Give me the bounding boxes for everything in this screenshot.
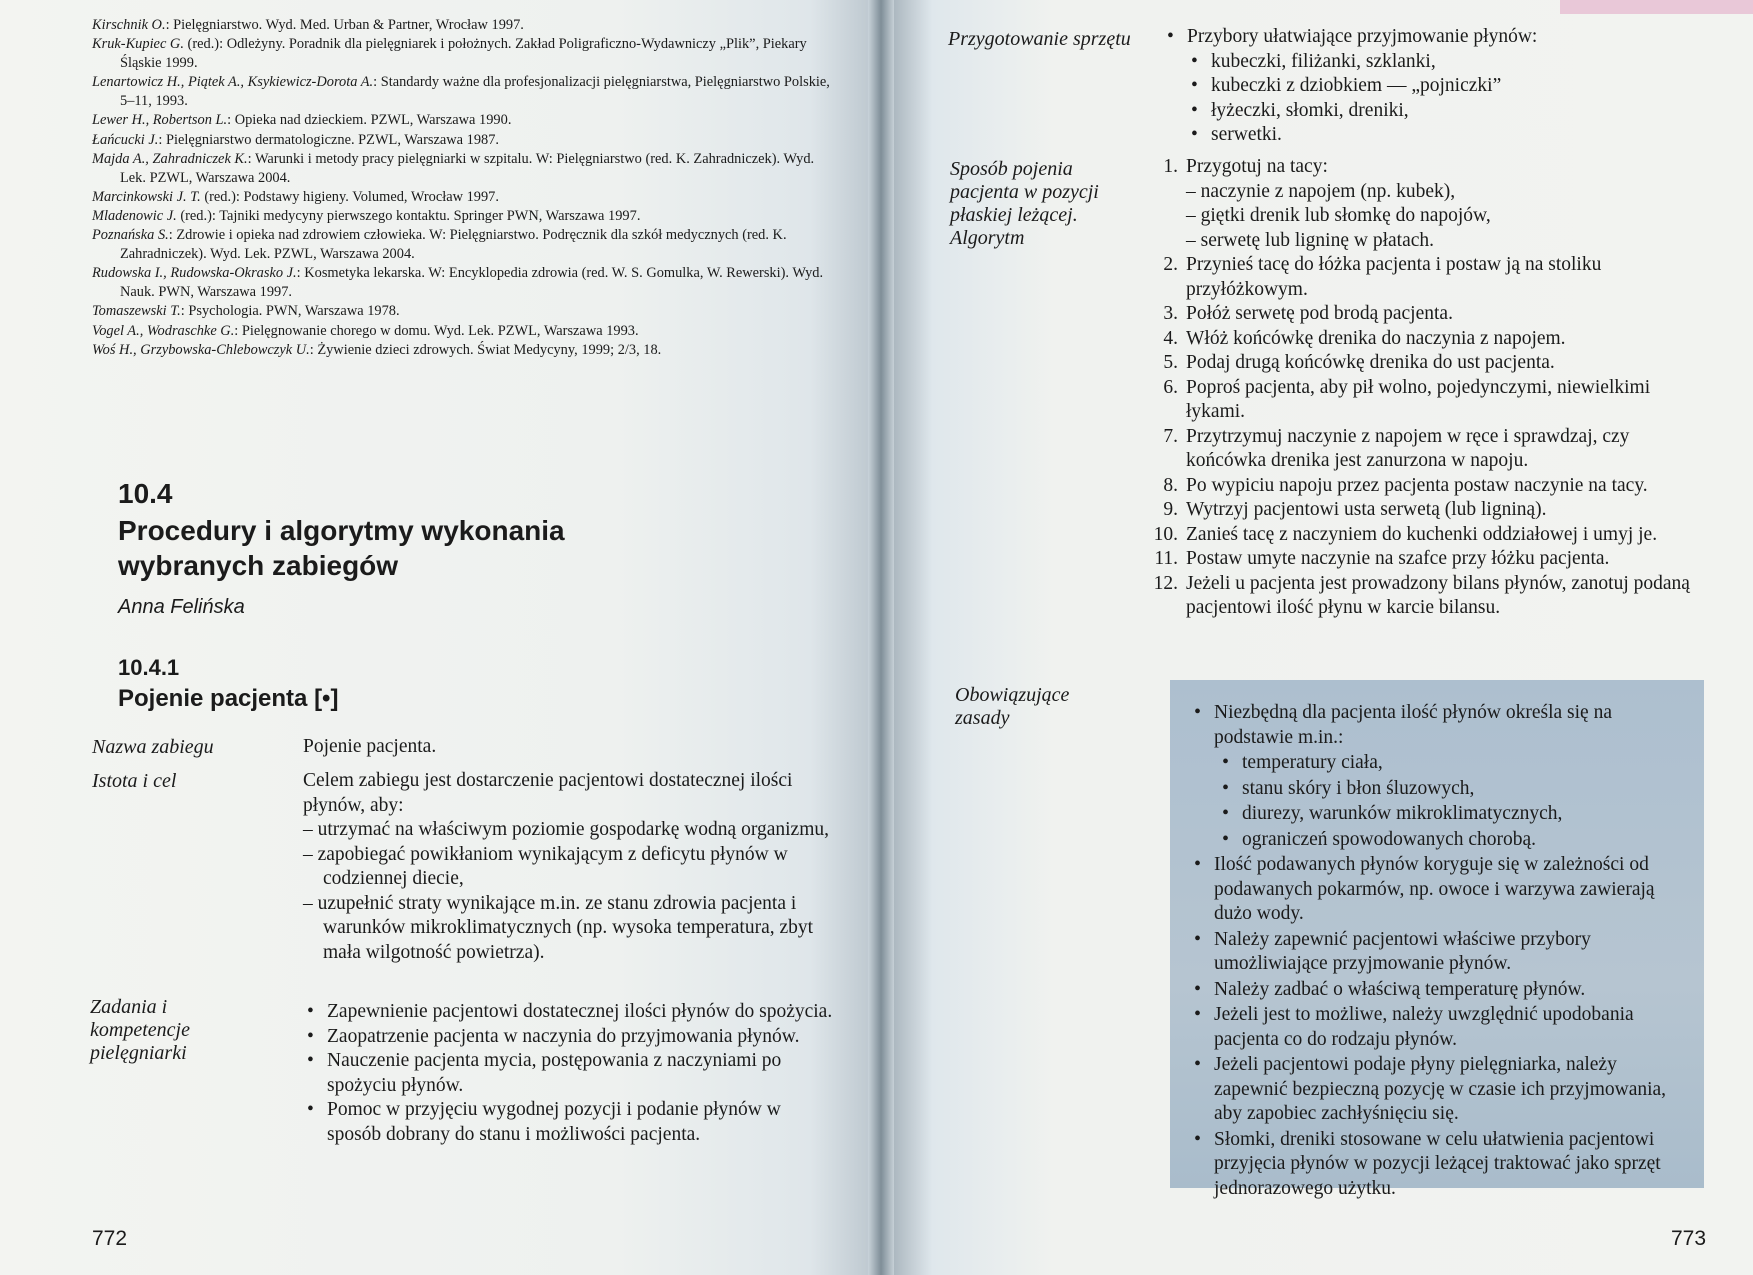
istota-intro: Celem zabiegu jest dostarczenie pacjentowi dostatecznej ilości płynów, aby:	[303, 770, 793, 816]
algorithm-step: 2. Przynieś tacę do łóżka pacjenta i postaw ją na stoliku przyłóżkowym.	[1163, 254, 1602, 300]
list-item: – giętki drenik lub słomkę do napojów,	[1186, 204, 1704, 229]
list-item: • Słomki, dreniki stosowane w celu ułatwienia pacjentowi przyjęcia płynów w pozycji leżącej traktować jako sprzęt jednorazowego użytku.	[1190, 1127, 1684, 1202]
list-item: • Zapewnienie pacjentowi dostatecznej ilości płynów do spożycia.	[303, 1000, 835, 1025]
algorithm-step: 3. Połóż serwetę pod brodą pacjenta.	[1163, 303, 1453, 324]
sposob-label: Sposób pojenia pacjenta w pozycji płaskiej leżącej. Algorytm	[950, 158, 1099, 249]
list-item: • ograniczeń spowodowanych chorobą.	[1218, 827, 1684, 853]
zadania-block	[303, 1000, 835, 1147]
list-item: • Niezbędną dla pacjenta ilość płynów określa się na podstawie m.in.: • temperatury ciała, • stanu skóry i błon śluzowych, • diurezy, warunków mikroklimatycznych, • ograniczeń spowodowanych chorobą.	[1190, 700, 1684, 852]
list-item: • Należy zadbać o właściwą temperaturę płynów.	[1190, 977, 1684, 1003]
list-item: • Jeżeli pacjentowi podaje płyny pielęgniarka, należy zapewnić bezpieczną pozycję w czasie ich przyjmowania, aby zapobiec zachłyśnięciu się.	[1190, 1052, 1684, 1127]
zadania-label: Zadania i kompetencje pielęgniarki	[90, 996, 190, 1064]
list-item: • Zaopatrzenie pacjenta w naczynia do przyjmowania płynów.	[303, 1025, 835, 1050]
list-item: • Nauczenie pacjenta mycia, postępowania z naczyniami po spożyciu płynów.	[303, 1049, 835, 1098]
list-item: • stanu skóry i błon śluzowych,	[1218, 776, 1684, 802]
section-number: 10.4	[118, 478, 173, 509]
list-item: • Należy zapewnić pacjentowi właściwe przybory umożliwiające przyjmowanie płynów.	[1190, 927, 1684, 977]
page-number-left: 772	[92, 1227, 128, 1250]
sprzet-block	[1163, 25, 1703, 148]
reference-item: Lewer H., Robertson L.: Opieka nad dzieckiem. PZWL, Warszawa 1990.	[92, 112, 512, 129]
reference-item: Kruk-Kupiec G. (red.): Odleżyny. Poradnik dla pielęgniarek i położnych. Zakład Poligraficzno-Wydawniczy „Plik”, Piekary Śląskie 1999.	[92, 36, 807, 72]
list-item: – serwetę lub ligninę w płatach.	[1186, 229, 1704, 254]
algorithm-step: 7. Przytrzymuj naczynie z napojem w ręce i sprawdzaj, czy końcówka drenika jest zanurzona w napoju.	[1163, 425, 1630, 471]
nazwa-text: Pojenie pacjenta.	[303, 736, 437, 757]
algorithm-step: 1. Przygotuj na tacy: – naczynie z napojem (np. kubek), – giętki drenik lub słomkę do napojów, – serwetę lub ligninę w płatach.	[1144, 155, 1704, 253]
algorithm-step: 5. Podaj drugą końcówkę drenika do ust pacjenta.	[1163, 352, 1555, 373]
reference-item: Lenartowicz H., Piątek A., Ksykiewicz-Dorota A.: Standardy ważne dla profesjonalizacji pielęgniarstwa, Pielęgniarstwo Polskie, 5–11, 1993.	[92, 74, 830, 110]
reference-item: Łańcucki J.: Pielęgniarstwo dermatologiczne. PZWL, Warszawa 1987.	[92, 131, 499, 148]
algorithm-step: 12. Jeżeli u pacjenta jest prowadzony bilans płynów, zanotuj podaną pacjentowi ilość płynu w karcie bilansu.	[1153, 572, 1690, 618]
sprzet-list	[1163, 25, 1703, 148]
section-title: Procedury i algorytmy wykonania wybranych zabiegów	[118, 515, 565, 581]
list-item: • kubeczki z dziobkiem — „pojniczki”	[1187, 74, 1703, 99]
nazwa-label: Nazwa zabiegu	[92, 736, 214, 758]
principles-block	[1190, 700, 1684, 1201]
list-item: • Pomoc w przyjęciu wygodnej pozycji i podanie płynów w sposób dobrany do stanu i możliwości pacjenta.	[303, 1098, 835, 1147]
istota-label: Istota i cel	[92, 770, 177, 792]
algorithm-step: 10. Zanieś tacę z naczyniem do kuchenki oddziałowej i umyj je.	[1153, 523, 1658, 545]
algorithm-step: 11. Postaw umyte naczynie na szafce przy łóżku pacjenta.	[1154, 548, 1610, 569]
list-item: • kubeczki, filiżanki, szklanki,	[1187, 50, 1703, 75]
list-item: • serwetki.	[1187, 123, 1703, 148]
zasady-label: Obowiązujące zasady	[955, 684, 1070, 729]
page-number-right: 773	[1671, 1227, 1707, 1250]
algorithm-steps	[1144, 155, 1704, 621]
principles-list	[1190, 700, 1684, 1201]
step-sublist	[1186, 180, 1704, 254]
principles-sublist	[1218, 750, 1684, 852]
zadania-list	[303, 1000, 835, 1147]
section-author: Anna Felińska	[118, 596, 245, 618]
subsection-number: 10.4.1	[118, 655, 180, 680]
page-edge-strip	[1560, 0, 1753, 14]
reference-item: Majda A., Zahradniczek K.: Warunki i metody pracy pielęgniarki w szpitalu. W: Pielęgniarstwo (red. K. Zahradniczek). Wyd. Lek. PZWL, Warszawa 2004.	[92, 150, 815, 186]
reference-item: Tomaszewski T.: Psychologia. PWN, Warszawa 1978.	[92, 303, 400, 320]
list-item: • Jeżeli jest to możliwe, należy uwzględnić upodobania pacjenta co do rodzaju płynów.	[1190, 1002, 1684, 1052]
list-item: – utrzymać na właściwym poziomie gospodarkę wodną organizmu,	[303, 818, 835, 843]
reference-item: Mladenowic J. (red.): Tajniki medycyny pierwszego kontaktu. Springer PWN, Warszawa 1997.	[92, 207, 641, 224]
book-spine	[868, 0, 894, 1275]
reference-item: Vogel A., Wodraschke G.: Pielęgnowanie chorego w domu. Wyd. Lek. PZWL, Warszawa 1993.	[92, 322, 639, 339]
algorithm-step: 4. Włóż końcówkę drenika do naczynia z napojem.	[1163, 327, 1566, 349]
list-item: • diurezy, warunków mikroklimatycznych,	[1218, 801, 1684, 827]
algorithm-step: 9. Wytrzyj pacjentowi usta serwetą (lub ligniną).	[1163, 499, 1547, 520]
reference-list	[92, 16, 840, 360]
list-item: • Ilość podawanych płynów koryguje się w zależności od podawanych pokarmów, np. owoce i warzywa zawierają dużo wody.	[1190, 852, 1684, 927]
reference-item: Poznańska S.: Zdrowie i opieka nad zdrowiem człowieka. W: Pielęgniarstwo. Podręcznik dla szkół medycznych (red. K. Zahradniczek). Wyd. Lek. PZWL, Warszawa 2004.	[92, 227, 787, 263]
list-item: • łyżeczki, słomki, dreniki,	[1187, 99, 1703, 124]
istota-block	[303, 769, 835, 965]
algorithm-step: 6. Poproś pacjenta, aby pił wolno, pojedynczymi, niewielkimi łykami.	[1163, 376, 1651, 422]
sprzet-label: Przygotowanie sprzętu	[948, 28, 1131, 50]
algorithm-block	[1144, 155, 1704, 621]
list-item: – uzupełnić straty wynikające m.in. ze stanu zdrowia pacjenta i warunków mikroklimatycznych (np. wysoka temperatura, zbyt mała wilgotność powietrza).	[303, 892, 835, 966]
algorithm-step: 8. Po wypiciu napoju przez pacjenta postaw naczynie na tacy.	[1163, 474, 1648, 496]
reference-item: Marcinkowski J. T. (red.): Podstawy higieny. Volumed, Wrocław 1997.	[92, 188, 499, 205]
reference-item: Woś H., Grzybowska-Chlebowczyk U.: Żywienie dzieci zdrowych. Świat Medycyny, 1999; 2/3, 18.	[92, 341, 662, 358]
subsection-title: Pojenie pacjenta [•]	[118, 685, 339, 712]
sprzet-sublist	[1187, 50, 1703, 148]
reference-item: Rudowska I., Rudowska-Okrasko J.: Kosmetyka lekarska. W: Encyklopedia zdrowia (red. W. S. Gomulka, W. Rewerski). Wyd. Nauk. PWN, Warszawa 1997.	[92, 265, 824, 301]
reference-item: Kirschnik O.: Pielęgniarstwo. Wyd. Med. Urban & Partner, Wrocław 1997.	[92, 17, 524, 33]
list-item: • Przybory ułatwiające przyjmowanie płynów: • kubeczki, filiżanki, szklanki, • kubeczki z dziobkiem — „pojniczki” • łyżeczki, słomki, dreniki, • serwetki.	[1163, 25, 1703, 148]
istota-list	[303, 818, 835, 965]
list-item: • temperatury ciała,	[1218, 750, 1684, 776]
list-item: – zapobiegać powikłaniom wynikającym z deficytu płynów w codziennej diecie,	[303, 843, 835, 892]
list-item: – naczynie z napojem (np. kubek),	[1186, 180, 1704, 205]
